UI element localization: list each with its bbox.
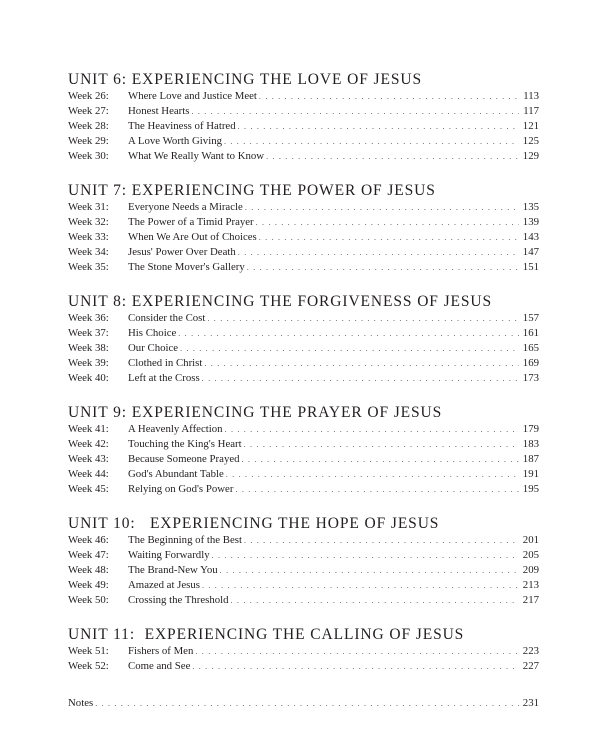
toc-entry[interactable]	[68, 593, 539, 608]
notes-label: Notes	[68, 697, 94, 709]
dot-leader	[238, 119, 519, 134]
toc-entry[interactable]	[68, 119, 539, 134]
toc-entry[interactable]	[68, 134, 539, 149]
notes-entry[interactable]	[68, 696, 539, 711]
dot-leader	[191, 104, 519, 119]
dot-leader	[95, 696, 519, 711]
page-number: 129	[522, 150, 539, 162]
page-number: 195	[522, 483, 539, 495]
entry-title: Fishers of Men	[128, 645, 194, 657]
entry-title: Crossing the Threshold	[128, 594, 229, 606]
week-label: Week 45:	[68, 483, 109, 495]
toc-entry[interactable]	[68, 644, 539, 659]
dot-leader	[244, 437, 519, 452]
toc-entry[interactable]	[68, 659, 539, 674]
dot-leader	[220, 563, 519, 578]
toc-entry[interactable]	[68, 326, 539, 341]
unit-title: UNIT 10: EXPERIENCING THE HOPE OF JESUS	[68, 515, 440, 532]
toc-entry[interactable]	[68, 200, 539, 215]
entry-title: Waiting Forwardly	[128, 549, 210, 561]
page-number: 139	[522, 216, 539, 228]
week-label: Week 47:	[68, 549, 109, 561]
page-number: 121	[522, 120, 539, 132]
entry-title: His Choice	[128, 327, 177, 339]
entry-title: God's Abundant Table	[128, 468, 224, 480]
dot-leader	[192, 659, 519, 674]
toc-entry[interactable]	[68, 104, 539, 119]
entry-title: Come and See	[128, 660, 191, 672]
page-number: 183	[522, 438, 539, 450]
dot-leader	[247, 260, 519, 275]
page-number: 151	[522, 261, 539, 273]
dot-leader	[256, 215, 519, 230]
dot-leader	[226, 467, 519, 482]
entry-title: Clothed in Christ	[128, 357, 203, 369]
toc-entry[interactable]	[68, 452, 539, 467]
page-number: 205	[522, 549, 539, 561]
unit-list	[68, 71, 539, 674]
page-number: 187	[522, 453, 539, 465]
page-number: 169	[522, 357, 539, 369]
week-label: Week 40:	[68, 372, 109, 384]
unit-title: UNIT 7: EXPERIENCING THE POWER OF JESUS	[68, 182, 436, 199]
toc-entry[interactable]	[68, 311, 539, 326]
dot-leader	[242, 452, 519, 467]
week-label: Week 38:	[68, 342, 109, 354]
week-label: Week 29:	[68, 135, 109, 147]
dot-leader	[231, 593, 519, 608]
unit-title: UNIT 9: EXPERIENCING THE PRAYER OF JESUS	[68, 404, 443, 421]
entry-title: Jesus' Power Over Death	[128, 246, 236, 258]
page-number: 217	[522, 594, 539, 606]
page-number: 161	[522, 327, 539, 339]
page-number: 157	[522, 312, 539, 324]
page-number: 213	[522, 579, 539, 591]
entry-title: When We Are Out of Choices	[128, 231, 257, 243]
page-number: 223	[522, 645, 539, 657]
dot-leader	[224, 134, 519, 149]
week-label: Week 34:	[68, 246, 109, 258]
toc-entry[interactable]	[68, 230, 539, 245]
toc-entry[interactable]	[68, 467, 539, 482]
page-number: 143	[522, 231, 539, 243]
week-label: Week 28:	[68, 120, 109, 132]
toc-entry[interactable]	[68, 371, 539, 386]
unit-section	[68, 293, 539, 386]
dot-leader	[225, 422, 519, 437]
dot-leader	[202, 371, 519, 386]
dot-leader	[259, 230, 519, 245]
entry-title: The Brand-New You	[128, 564, 218, 576]
entry-title: Our Choice	[128, 342, 179, 354]
dot-leader	[259, 89, 519, 104]
table-of-contents	[68, 71, 539, 711]
entry-title: The Power of a Timid Prayer	[128, 216, 254, 228]
page-number: 117	[523, 105, 539, 117]
page-number: 135	[522, 201, 539, 213]
toc-entry[interactable]	[68, 341, 539, 356]
unit-section	[68, 626, 539, 674]
dot-leader	[238, 245, 519, 260]
page-number: 113	[523, 90, 539, 102]
week-label: Week 46:	[68, 534, 109, 546]
week-label: Week 27:	[68, 105, 109, 117]
page-number: 201	[522, 534, 539, 546]
dot-leader	[207, 311, 519, 326]
week-label: Week 51:	[68, 645, 109, 657]
week-label: Week 48:	[68, 564, 109, 576]
week-label: Week 42:	[68, 438, 109, 450]
unit-section	[68, 404, 539, 497]
entry-title: A Heavenly Affection	[128, 423, 223, 435]
page-number: 147	[522, 246, 539, 258]
dot-leader	[235, 482, 519, 497]
page-number: 179	[522, 423, 539, 435]
week-label: Week 35:	[68, 261, 109, 273]
entry-title: The Heaviness of Hatred	[128, 120, 236, 132]
entry-title: Consider the Cost	[128, 312, 206, 324]
week-label: Week 41:	[68, 423, 109, 435]
dot-leader	[204, 356, 519, 371]
entry-title: Because Someone Prayed	[128, 453, 240, 465]
dot-leader	[266, 149, 519, 164]
page-number: 191	[522, 468, 539, 480]
toc-entry[interactable]	[68, 149, 539, 164]
toc-entry[interactable]	[68, 548, 539, 563]
entry-title: Amazed at Jesus	[128, 579, 200, 591]
entry-title: Everyone Needs a Miracle	[128, 201, 243, 213]
dot-leader	[202, 578, 519, 593]
week-label: Week 26:	[68, 90, 109, 102]
toc-entry[interactable]	[68, 482, 539, 497]
page-number: 125	[522, 135, 539, 147]
week-label: Week 37:	[68, 327, 109, 339]
unit-title: UNIT 11: EXPERIENCING THE CALLING OF JESUS	[68, 626, 465, 643]
week-label: Week 32:	[68, 216, 109, 228]
unit-section	[68, 71, 539, 164]
week-label: Week 50:	[68, 594, 109, 606]
page-number: 173	[522, 372, 539, 384]
toc-entry[interactable]	[68, 260, 539, 275]
week-label: Week 43:	[68, 453, 109, 465]
unit-title: UNIT 8: EXPERIENCING THE FORGIVENESS OF JESUS	[68, 293, 493, 310]
toc-entry[interactable]	[68, 533, 539, 548]
toc-entry[interactable]	[68, 215, 539, 230]
entry-title: Where Love and Justice Meet	[128, 90, 257, 102]
entry-title: What We Really Want to Know	[128, 150, 265, 162]
dot-leader	[178, 326, 519, 341]
unit-section	[68, 515, 539, 608]
entry-title: A Love Worth Giving	[128, 135, 222, 147]
toc-entry[interactable]	[68, 245, 539, 260]
page-number: 227	[522, 660, 539, 672]
entry-title: The Stone Mover's Gallery	[128, 261, 245, 273]
unit-title: UNIT 6: EXPERIENCING THE LOVE OF JESUS	[68, 71, 422, 88]
week-label: Week 52:	[68, 660, 109, 672]
week-label: Week 33:	[68, 231, 109, 243]
week-label: Week 49:	[68, 579, 109, 591]
entry-title: Left at the Cross	[128, 372, 200, 384]
toc-entry[interactable]	[68, 356, 539, 371]
unit-section	[68, 182, 539, 275]
toc-entry[interactable]	[68, 578, 539, 593]
dot-leader	[245, 200, 519, 215]
dot-leader	[244, 533, 519, 548]
dot-leader	[180, 341, 519, 356]
dot-leader	[195, 644, 519, 659]
notes-page-number: 231	[522, 697, 539, 709]
week-label: Week 36:	[68, 312, 109, 324]
entry-title: Touching the King's Heart	[128, 438, 242, 450]
page-number: 165	[522, 342, 539, 354]
week-label: Week 39:	[68, 357, 109, 369]
entry-title: Relying on God's Power	[128, 483, 234, 495]
entry-title: The Beginning of the Best	[128, 534, 242, 546]
week-label: Week 44:	[68, 468, 109, 480]
page-number: 209	[522, 564, 539, 576]
week-label: Week 30:	[68, 150, 109, 162]
entry-title: Honest Hearts	[128, 105, 190, 117]
toc-entry[interactable]	[68, 437, 539, 452]
toc-entry[interactable]	[68, 89, 539, 104]
toc-entry[interactable]	[68, 422, 539, 437]
toc-entry[interactable]	[68, 563, 539, 578]
dot-leader	[212, 548, 519, 563]
week-label: Week 31:	[68, 201, 109, 213]
